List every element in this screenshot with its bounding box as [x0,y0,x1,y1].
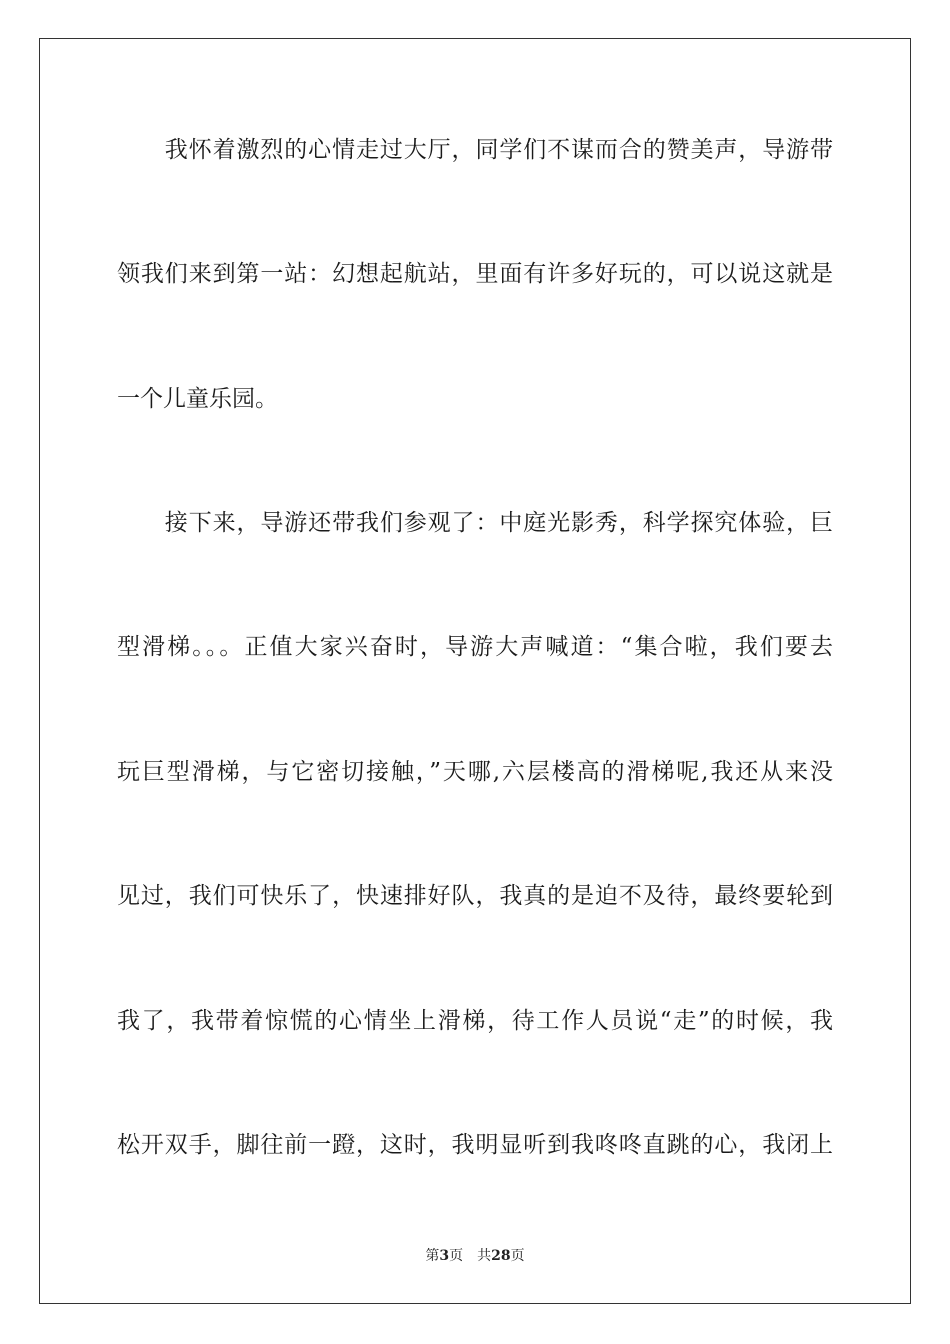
text-line-9: 松开双手，脚往前一蹬，这时，我明显听到我咚咚直跳的心，我闭上 [117,1132,833,1158]
text-line-6: 玩巨型滑梯，与它密切接触，”天哪,六层楼高的滑梯呢,我还从来没 [117,759,833,785]
page-footer [0,1247,950,1265]
footer-total-prefix: 共 [477,1248,492,1264]
text-line-1: 我怀着激烈的心情走过大厅，同学们不谋而合的赞美声，导游带 [117,137,833,163]
footer-total-pages: 28 [491,1248,511,1264]
page-border [39,38,911,1304]
text-line-3: 一个儿童乐园。 [117,386,278,412]
text-line-8: 我了，我带着惊慌的心情坐上滑梯，待工作人员说“走”的时候，我 [117,1008,833,1034]
text-line-2: 领我们来到第一站：幻想起航站，里面有许多好玩的，可以说这就是 [117,261,833,287]
footer-page-number: 3 [439,1248,450,1264]
footer-page-prefix: 第 [425,1248,440,1264]
text-line-4: 接下来，导游还带我们参观了：中庭光影秀，科学探究体验，巨 [117,510,833,536]
text-line-7: 见过，我们可快乐了，快速排好队，我真的是迫不及待，最终要轮到 [117,883,833,909]
footer-page-suffix: 页 [449,1248,464,1264]
text-line-5: 型滑梯。。。正值大家兴奋时，导游大声喊道：“集合啦，我们要去 [117,634,833,660]
footer-total-suffix: 页 [510,1248,525,1264]
